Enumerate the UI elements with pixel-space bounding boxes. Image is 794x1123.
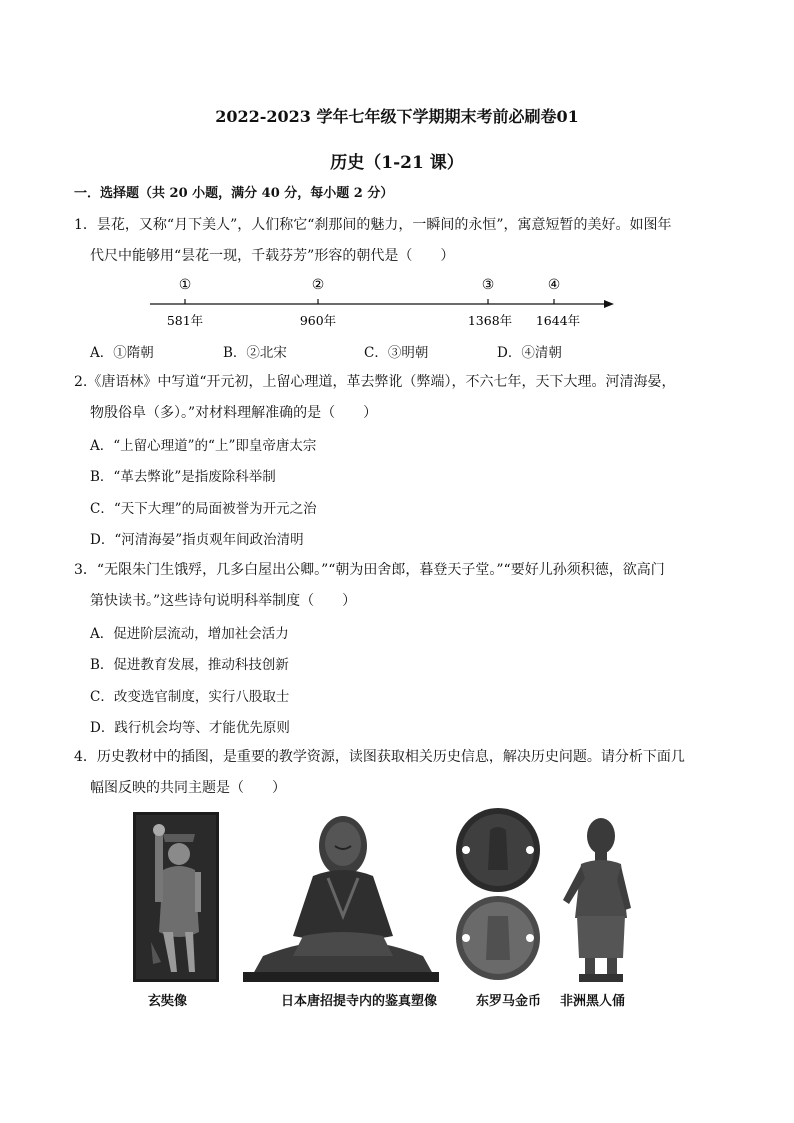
question-3-line-1: 3．“无限朱门生饿殍，几多白屋出公卿。”“朝为田舍郎，暮登天子堂。”“要好儿孙须积德，欲高门 (74, 562, 665, 578)
question-2-option-a: A．“上留心理道”的“上”即皇帝唐太宗 (90, 438, 317, 454)
question-1-line-1: 1．昙花，又称“月下美人”，人们称它“刹那间的魅力，一瞬间的永恒”，寓意短暂的美好。如图年 (74, 217, 672, 233)
question-2-line-2: 物殷俗阜（多）。”对材料理解准确的是（ ） (90, 405, 378, 421)
page-title: 2022-2023 学年七年级下学期期末考前必刷卷01 (215, 107, 579, 126)
question-1-option-d: D．④清朝 (497, 345, 562, 361)
question-1-option-b: B．②北宋 (223, 345, 287, 361)
timeline-year-4: 1644年 (535, 313, 581, 328)
question-1-option-a: A．①隋朝 (90, 345, 154, 361)
caption-figurine: 非洲黑人俑 (560, 994, 626, 1009)
timeline-arrow-icon (604, 300, 614, 308)
timeline-marker-2: ② (311, 277, 325, 293)
question-3-option-b: B．促进教育发展，推动科技创新 (90, 657, 289, 673)
caption-gold-coins: 东罗马金币 (476, 994, 542, 1009)
jianzhen-statue-image (243, 806, 439, 982)
question-2-line-1: 2.《唐语林》中写道“开元初，上留心理道，革去弊讹（弊端），不六七年，天下大理。河清海晏， (74, 374, 676, 390)
xuanzang-portrait-image (133, 812, 219, 982)
byzantine-gold-coins-image (452, 804, 544, 986)
question-3-line-2: 第快读书。”这些诗句说明科举制度（ ） (90, 593, 357, 609)
question-3-option-d: D．践行机会均等、才能优先原则 (90, 720, 290, 736)
timeline-marker-4: ④ (547, 277, 561, 293)
question-2-option-c: C．“天下大理”的局面被誉为开元之治 (90, 501, 317, 517)
question-2-option-d: D．“河清海晏”指贞观年间政治清明 (90, 532, 304, 548)
caption-xuanzang: 玄奘像 (148, 994, 188, 1009)
timeline-marker-3: ③ (481, 277, 495, 293)
timeline-year-1: 581年 (166, 313, 204, 328)
page-subtitle: 历史（1-21 课） (330, 153, 464, 173)
section-heading: 一．选择题（共 20 小题，满分 40 分，每小题 2 分） (74, 186, 394, 201)
question-3-option-a: A．促进阶层流动，增加社会活力 (90, 626, 289, 642)
timeline-marker-1: ① (178, 277, 192, 293)
question-4-line-2: 幅图反映的共同主题是（ ） (90, 780, 286, 796)
question-4-line-1: 4．历史教材中的插图，是重要的教学资源，读图获取相关历史信息，解决历史问题。请分析下面几 (74, 749, 685, 765)
african-figurine-image (557, 808, 643, 986)
question-2-option-b: B．“革去弊讹”是指废除科举制 (90, 469, 276, 485)
question-1-option-c: C．③明朝 (364, 345, 429, 361)
timeline-diagram (140, 272, 620, 334)
timeline-year-2: 960年 (299, 313, 337, 328)
question-3-option-c: C．改变选官制度，实行八股取士 (90, 689, 290, 705)
timeline-year-3: 1368年 (467, 313, 513, 328)
caption-jianzhen: 日本唐招提寺内的鉴真塑像 (281, 994, 438, 1009)
question-1-line-2: 代尺中能够用“昙花一现，千载芬芳”形容的朝代是（ ） (90, 248, 455, 264)
